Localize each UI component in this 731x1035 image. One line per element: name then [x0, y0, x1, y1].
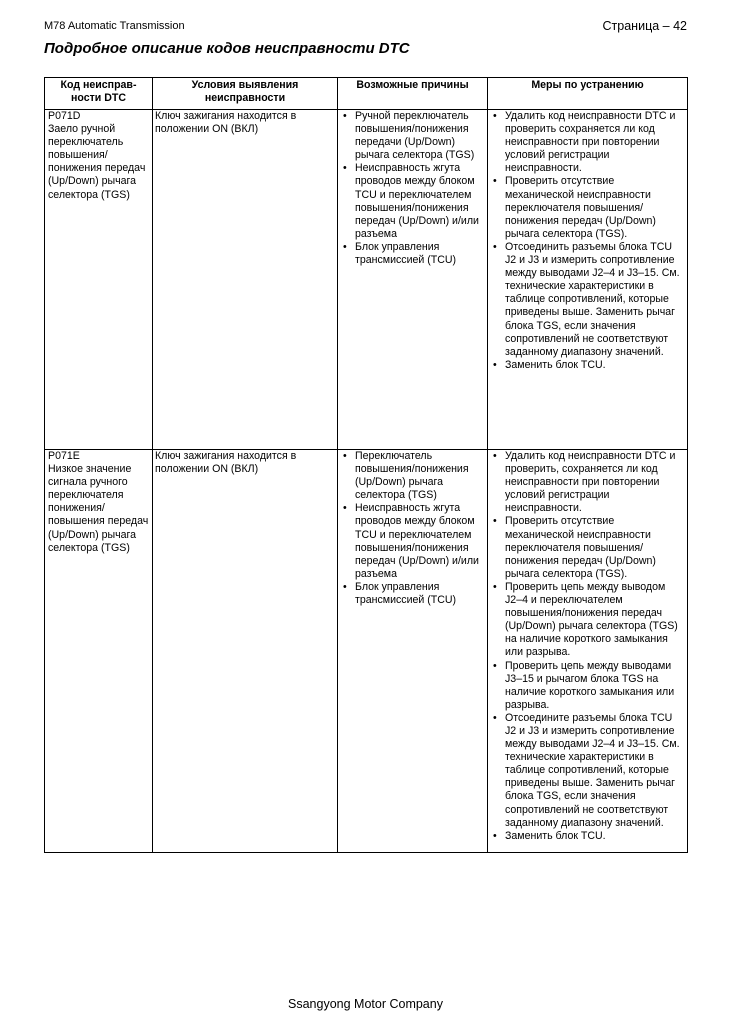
column-header-remedies [488, 78, 688, 110]
detection-condition: Ключ зажигания находится в положении ON (ВКЛ) [155, 450, 297, 476]
causes-list [340, 450, 485, 607]
dtc-code: P071D [48, 110, 81, 122]
table-row [45, 110, 688, 450]
list-item: • Проверить отсутствие механической неисправности переключателя повышения/ понижения передач (Up/Down) рычага селектора (TGS). [490, 515, 685, 580]
dtc-code-cell [45, 450, 153, 853]
list-item: • Заменить блок TCU. [490, 830, 685, 843]
causes-cell [338, 450, 488, 853]
document-title: M78 Automatic Transmission [44, 20, 185, 32]
list-item: • Удалить код неисправности DTC и проверить, сохраняется ли код неисправности при повторении условий регистрации неисправности. [490, 450, 685, 515]
footer-company: Ssangyong Motor Company [288, 997, 443, 1011]
section-title: Подробное описание кодов неисправности DTC [44, 40, 410, 57]
detection-condition: Ключ зажигания находится в положении ON (ВКЛ) [155, 110, 297, 136]
causes-list [340, 110, 485, 267]
list-item: • Проверить отсутствие механической неисправности переключателя повышения/ понижения передач (Up/Down) рычага селектора (TGS). [490, 175, 685, 240]
list-item: • Проверить цепь между выводами J3–15 и рычагом блока TGS на наличие короткого замыкания или разрыва. [490, 660, 685, 712]
column-header-conditions [153, 78, 338, 110]
column-header-label: Код неисправ- ности DTC [60, 79, 137, 104]
dtc-description: Заело ручной переключатель повышения/ понижения передач (Up/Down) рычага селектора (TGS) [48, 123, 146, 201]
dtc-code: P071E [48, 450, 80, 462]
column-header-label: Меры по устранению [531, 79, 644, 91]
remedies-cell [488, 110, 688, 450]
list-item: • Удалить код неисправности DTC и проверить сохраняется ли код неисправности при повторении условий регистрации неисправности. [490, 110, 685, 175]
dtc-description: Низкое значение сигнала ручного переключателя понижения/ повышения передач (Up/Down) рычага селектора (TGS) [48, 463, 149, 554]
dtc-table [44, 77, 688, 853]
condition-cell [153, 110, 338, 450]
column-header-label: Условия выявления неисправности [191, 79, 299, 104]
list-item: • Переключатель повышения/понижения (Up/Down) рычага селектора (TGS) [340, 450, 485, 502]
list-item: • Неисправность жгута проводов между блоком TCU и переключателем повышения/понижения передач (Up/Down) и/или разъема [340, 162, 485, 241]
column-header-label: Возможные причины [356, 79, 469, 91]
list-item: • Отсоедините разъемы блока TCU J2 и J3 и измерить сопротивление между выводами J2–4 и J3–15. См. технические характеристики в таблице сопротивлений, которые приведены выше. Заменить рычаг блока TGS, если значения сопротивлений не соответствуют заданному диапазону значений. [490, 712, 685, 830]
list-item: • Проверить цепь между выводом J2–4 и переключателем повышения/понижения передач (Up/Down) рычага селектора (TGS) на наличие короткого замыкания или разрыва. [490, 581, 685, 660]
remedies-cell [488, 450, 688, 853]
dtc-code-cell [45, 110, 153, 450]
list-item: • Заменить блок TCU. [490, 359, 685, 372]
page-number: Страница – 42 [602, 19, 687, 33]
column-header-causes [338, 78, 488, 110]
condition-cell [153, 450, 338, 853]
list-item: • Неисправность жгута проводов между блоком TCU и переключателем повышения/понижения передач (Up/Down) и/или разъема [340, 502, 485, 581]
causes-cell [338, 110, 488, 450]
table-header-row [45, 78, 688, 110]
list-item: • Отсоединить разъемы блока TCU J2 и J3 и измерить сопротивление между выводами J2–4 и J3–15. См. технические характеристики в таблице сопротивлений, которые приведены выше. Заменить рычаг блока TGS, если значения сопротивлений не соответствуют заданному диапазону значений. [490, 241, 685, 359]
list-item: • Ручной переключатель повышения/понижения передачи (Up/Down) рычага селектора (TGS) [340, 110, 485, 162]
remedies-list [490, 110, 685, 372]
list-item: • Блок управления трансмиссией (TCU) [340, 581, 485, 607]
column-header-code [45, 78, 153, 110]
remedies-list [490, 450, 685, 843]
table-row [45, 450, 688, 853]
list-item: • Блок управления трансмиссией (TCU) [340, 241, 485, 267]
